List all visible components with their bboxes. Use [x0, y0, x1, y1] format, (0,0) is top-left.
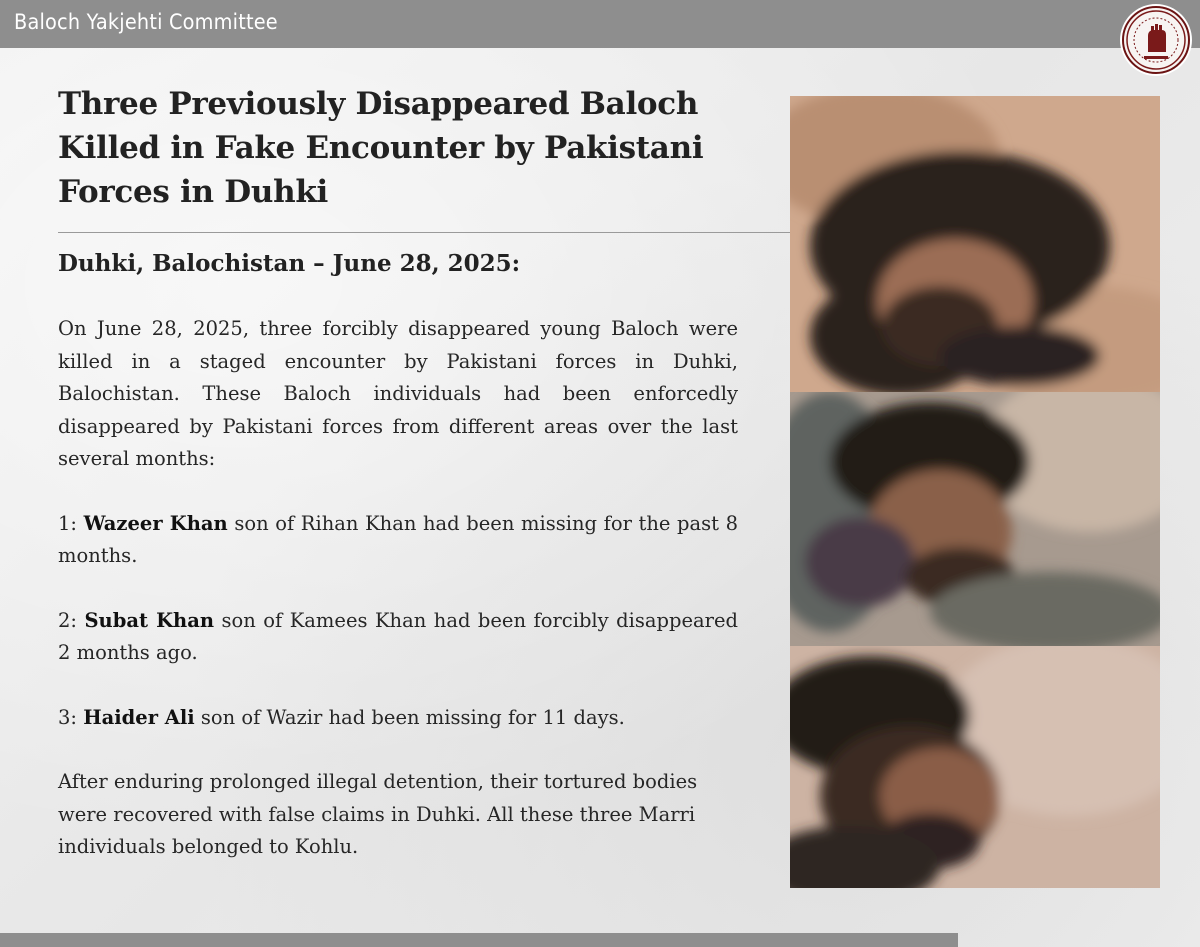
- byc-logo-icon: [1122, 6, 1190, 74]
- article-title: Three Previously Disappeared Baloch Killed in Fake Encounter by Pakistani Forces in Duhki: [58, 86, 704, 210]
- victim-photo-3-icon: [790, 646, 1160, 888]
- closing-paragraph: After enduring prolonged illegal detention, their tortured bodies were recovered with false claims in Duhki. All these three Marri individuals belonged to Kohlu.: [58, 770, 698, 858]
- victim-item-3: [58, 702, 738, 735]
- victim-number: 1:: [58, 511, 77, 535]
- victim-item-1: [58, 508, 738, 573]
- footer-bar: [0, 933, 958, 947]
- victim-name: Subat Khan: [84, 608, 215, 632]
- victim-photo-1-icon: [790, 96, 1160, 392]
- victim-name: Haider Ali: [83, 705, 195, 729]
- article-dateline: Duhki, Balochistan – June 28, 2025:: [58, 250, 521, 277]
- org-name: Baloch Yakjehti Committee: [14, 10, 278, 34]
- intro-paragraph: On June 28, 2025, three forcibly disappeared young Baloch were killed in a staged encounter by Pakistani forces in Duhki, Balochistan. These Baloch individuals had been enforcedly disappeared by Pakistani forces from different areas over the last several months:: [58, 317, 738, 470]
- victim-photo-2-icon: [790, 392, 1160, 646]
- victim-photos: [790, 96, 1160, 888]
- victim-number: 3:: [58, 705, 77, 729]
- victim-detail: son of Kamees Khan had been forcibly disappeared 2 months ago.: [58, 608, 738, 664]
- header-bar: [0, 0, 1200, 48]
- victim-item-2: [58, 605, 738, 670]
- victim-detail: son of Wazir had been missing for 11 days.: [194, 705, 625, 729]
- victim-number: 2:: [58, 608, 77, 632]
- title-divider: [58, 232, 858, 233]
- victim-detail: son of Rihan Khan had been missing for the past 8 months.: [58, 511, 738, 567]
- victim-name: Wazeer Khan: [83, 511, 228, 535]
- article-body: [58, 313, 738, 896]
